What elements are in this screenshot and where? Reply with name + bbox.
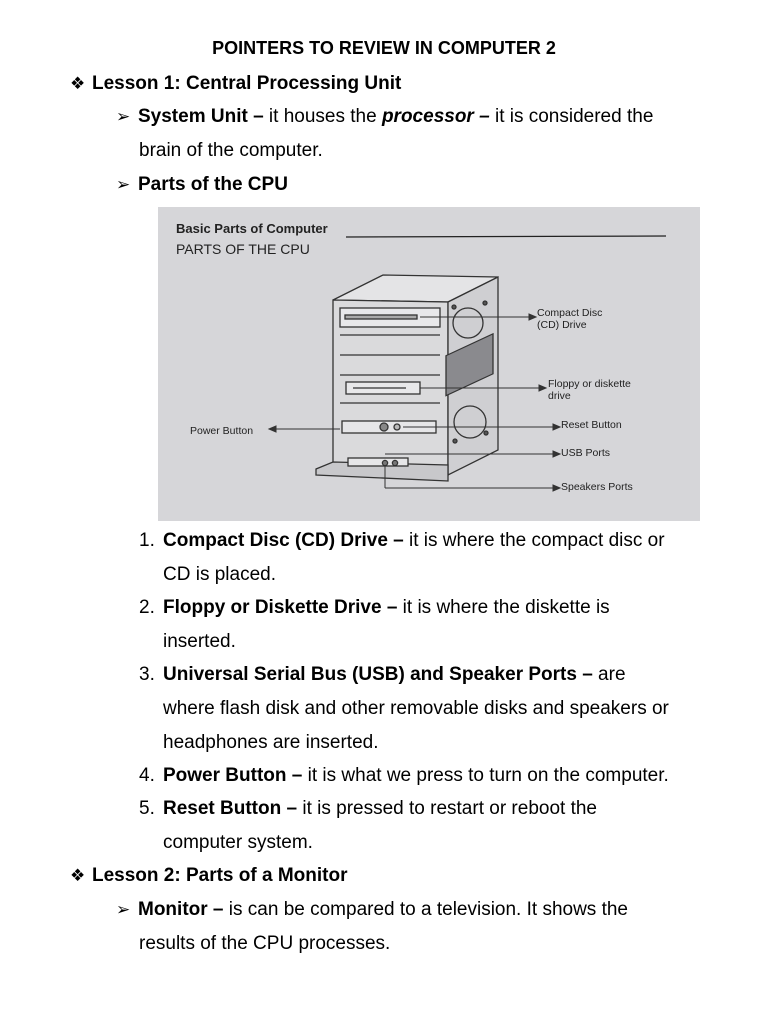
system-unit-line (116, 105, 653, 129)
item-2-line (139, 596, 610, 620)
item-1-text: it is where the compact disc or (403, 530, 665, 551)
label-usb: USB Ports (561, 447, 611, 459)
figure-heading1: Basic Parts of Computer (176, 221, 328, 236)
item-3-term: Universal Serial Bus (USB) and Speaker Ports – (163, 664, 593, 685)
item-1-number: 1. (139, 530, 155, 551)
figure-heading2: PARTS OF THE CPU (176, 241, 310, 257)
arrow-bullet-icon: ➢ (116, 900, 131, 919)
item-3-text: are (592, 664, 626, 685)
item-1-term: Compact Disc (CD) Drive – (163, 530, 404, 551)
label-cd2: (CD) Drive (537, 319, 587, 331)
diamond-bullet-icon: ❖ (70, 866, 86, 885)
label-floppy: Floppy or diskette (548, 378, 631, 390)
cpu-tower-drawing (316, 275, 498, 481)
item-2-term: Floppy or Diskette Drive – (163, 597, 398, 618)
lesson2-heading: Lesson 2: Parts of a Monitor (92, 865, 348, 886)
item-5-number: 5. (139, 798, 155, 819)
item-5-line (139, 797, 597, 821)
item-3-cont: where flash disk and other removable disks and speakers or (163, 698, 669, 719)
label-floppy2: drive (548, 390, 571, 402)
diamond-bullet-icon: ❖ (70, 74, 86, 93)
item-5-text: it is pressed to restart or reboot the (297, 798, 597, 819)
item-3-line (139, 663, 626, 687)
item-4-term: Power Button – (163, 765, 303, 786)
item-2-cont: inserted. (163, 631, 236, 652)
item-4-text: it is what we press to turn on the computer. (302, 765, 669, 786)
item-4-number: 4. (139, 765, 155, 786)
system-unit-text1: it houses the (263, 106, 382, 127)
arrow-bullet-icon: ➢ (116, 175, 131, 194)
item-1-cont: CD is placed. (163, 564, 276, 585)
lesson2-heading-line (70, 864, 347, 888)
system-unit-cont: brain of the computer. (139, 140, 323, 161)
item-3-cont2: headphones are inserted. (163, 732, 379, 753)
label-power: Power Button (190, 425, 254, 437)
system-unit-text2: it is considered the (489, 106, 654, 127)
item-3-number: 3. (139, 664, 155, 685)
arrow-bullet-icon: ➢ (116, 107, 131, 126)
parts-heading-line (116, 173, 288, 197)
cpu-parts-figure (158, 207, 700, 521)
label-cd: Compact Disc (537, 307, 603, 319)
lesson1-heading: Lesson 1: Central Processing Unit (92, 73, 402, 94)
item-5-term: Reset Button – (163, 798, 298, 819)
item-2-number: 2. (139, 597, 155, 618)
item-1-line (139, 529, 665, 553)
parts-heading: Parts of the CPU (138, 174, 288, 195)
monitor-cont: results of the CPU processes. (139, 933, 391, 954)
item-2-text: it is where the diskette is (397, 597, 610, 618)
label-speakers: Speakers Ports (561, 481, 633, 493)
page-title: POINTERS TO REVIEW IN COMPUTER 2 (212, 38, 556, 58)
item-5-cont: computer system. (163, 832, 313, 853)
monitor-text: is can be compared to a television. It shows the (223, 899, 628, 920)
label-reset: Reset Button (561, 419, 622, 431)
lesson1-heading-line (70, 72, 401, 96)
monitor-term: Monitor – (138, 899, 224, 920)
system-unit-term: System Unit – (138, 106, 264, 127)
item-4-line (139, 764, 669, 788)
monitor-line (116, 898, 628, 922)
processor-term: processor – (381, 106, 490, 127)
